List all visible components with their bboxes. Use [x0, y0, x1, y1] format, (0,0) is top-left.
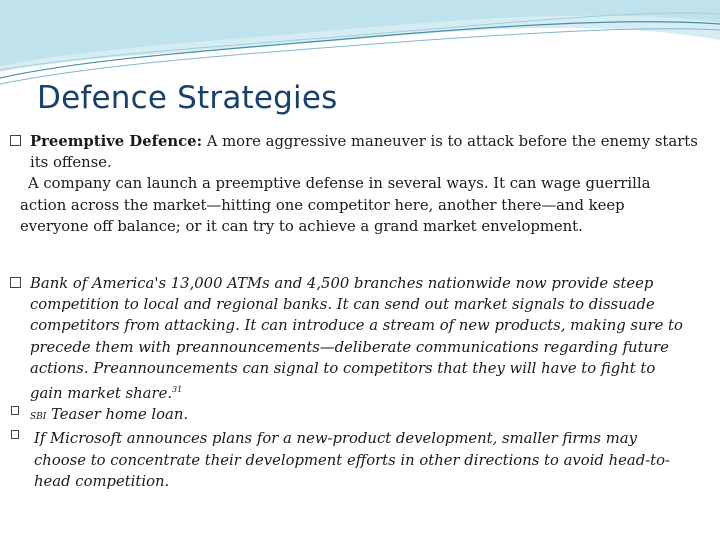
header-wave-decoration: [0, 0, 720, 90]
bullet-preemptive-defence: [10, 131, 710, 237]
bullet-text-body: Bank of America's 13,000 ATMs and 4,500 branches nationwide now provide steep competition to local and regional banks. It can send out market signals to dissuade competitors from attacking. It can introduce a stream of new products, making sure to precede them with preannouncements—deliberate communications regarding future actions. Preannouncements can signal to competitors that they will have to fight to gain market share.: [30, 275, 683, 402]
bullet-text: If Microsoft announces plans for a new-product development, smaller firms may choose to concentrate their development efforts in other directions to avoid head-to-head competition.: [34, 430, 671, 490]
bullet-label: Preemptive Defence:: [30, 133, 203, 150]
bullet-prefix: SBI: [30, 412, 47, 423]
bullet-box-icon: [11, 406, 19, 415]
bullet-detail-text: A company can launch a preemptive defense in several ways. It can wage guerrilla action across the market—hitting one competitor here, another there—and keep everyone off balance; or it can try to achieve a grand market envelopment.: [20, 175, 651, 235]
bullet-box-icon: [11, 430, 19, 439]
footnote-ref: 31: [172, 385, 183, 395]
bullet-box-icon: [10, 277, 21, 288]
bullet-bank-of-america: [10, 273, 710, 492]
bullet-text: Teaser home loan.: [51, 406, 189, 424]
bullet-sbi: [10, 404, 710, 428]
bullet-text: [30, 273, 690, 404]
bullet-microsoft: [10, 428, 710, 492]
slide-title: Defence Strategies: [37, 80, 338, 116]
bullet-text: A more aggressive maneuver is to attack before the enemy starts its offense.: [30, 133, 698, 172]
bullet-detail: [10, 173, 685, 237]
bullet-box-icon: [10, 135, 21, 146]
